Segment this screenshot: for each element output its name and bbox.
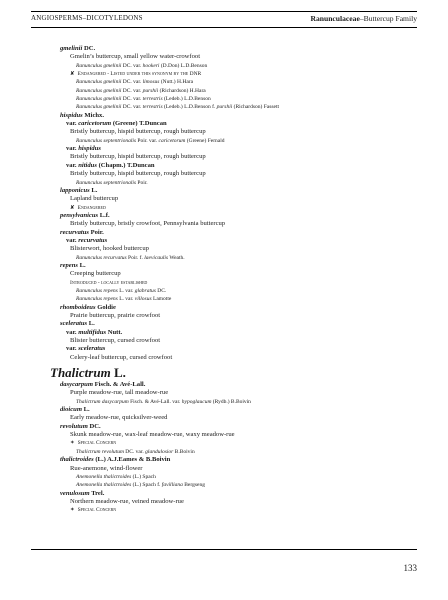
taxon-name: Ranunculus septentrionalis <box>76 137 137 144</box>
authority: L. <box>89 186 98 194</box>
taxon-name: Ranunculus gmelinii <box>76 79 122 86</box>
species-entry <box>60 187 410 195</box>
taxon-name: Thalictrum <box>50 365 111 381</box>
status-text: Introduced - locally established <box>70 279 148 286</box>
common-names: Bristly buttercup, hispid buttercup, rough buttercup <box>70 153 206 161</box>
authority: DC. var. <box>121 96 143 103</box>
species-entry <box>60 212 410 220</box>
common-names: Blisterwort, hooked buttercup <box>70 245 149 253</box>
synonym <box>60 254 410 262</box>
authority: DC. <box>155 287 167 294</box>
header-family-common: –Buttercup Family <box>359 14 417 23</box>
species-list <box>50 45 410 515</box>
common-names: Blister buttercup, cursed crowfoot <box>70 337 161 345</box>
authority: (Chapm.) T.Duncan <box>96 161 155 169</box>
taxon-name: multifidus <box>78 328 107 336</box>
taxon-name: venulosum <box>60 489 90 497</box>
authority: (Ledeb.) L.D.Benson f. <box>162 104 217 111</box>
authority: DC. var. <box>121 87 143 94</box>
taxon-name: Thalictrum dasycarpum <box>76 398 129 405</box>
synonym <box>60 481 410 489</box>
authority: Michx. <box>82 111 104 119</box>
status-icon: ✘ <box>70 204 75 211</box>
taxon-name: hypoglaucum <box>181 398 212 405</box>
taxon-name: dasycarpum <box>60 381 93 389</box>
species-entry <box>60 381 410 389</box>
species-entry <box>60 490 410 498</box>
taxon-name: favilliana <box>161 482 183 489</box>
species-entry <box>60 112 410 120</box>
header-section-title: ANGIOSPERMS–DICOTYLEDONS <box>31 14 143 22</box>
status-icon: ✘ <box>70 71 75 78</box>
authority: DC. <box>87 422 101 430</box>
status-icon: ✶ <box>70 507 75 514</box>
variety-entry <box>60 145 410 153</box>
synonym <box>60 62 410 70</box>
authority: (Richardson) H.Hara <box>158 87 206 94</box>
status-text: Endangered <box>77 204 106 211</box>
rank-label: var. <box>66 328 79 336</box>
taxon-name: dioicum <box>60 406 82 414</box>
species-entry <box>60 45 410 53</box>
taxon-name: Thalictrum revolutum <box>76 448 124 455</box>
synonym <box>60 179 410 187</box>
synonym <box>60 78 410 86</box>
status-text: Endangered - Listed under this synonym by the DNR <box>77 71 202 78</box>
common-names: Bristly buttercup, hispid buttercup, rough buttercup <box>70 128 206 136</box>
taxon-name: Ranunculus gmelinii <box>76 62 122 69</box>
authority: (D.Don) L.D.Benson <box>159 62 208 69</box>
common-names: Bristly buttercup, hispid buttercup, rough buttercup <box>70 170 206 178</box>
taxon-name: rhomboideus <box>60 303 96 311</box>
authority: (Rydb.) B.Boivin <box>211 398 251 405</box>
taxon-name: Ranunculus recurvatus <box>76 254 127 261</box>
authority: Fisch. & Avé-Lall. var. <box>128 398 182 405</box>
species-entry <box>60 456 410 464</box>
synonym <box>60 103 410 111</box>
authority: L. <box>81 406 90 414</box>
taxon-name: hispidus <box>60 111 83 119</box>
common-names: Rue-anemone, wind-flower <box>70 464 143 472</box>
common-names: Early meadow-rue, quicksilver-weed <box>70 414 168 422</box>
common-names: Bristly buttercup, bristly crowfoot, Pennsylvania buttercup <box>70 220 226 228</box>
taxon-name: hookeri <box>142 62 160 69</box>
species-entry <box>60 320 410 328</box>
authority: Fisch. & Avé-Lall. <box>92 381 146 389</box>
common-names: Creeping buttercup <box>70 270 121 278</box>
status-note <box>60 70 410 78</box>
authority: DC. var. <box>121 62 143 69</box>
taxon-name: sceleratus <box>78 345 106 353</box>
authority: Poir. var. <box>136 137 159 144</box>
synonym <box>60 95 410 103</box>
species-entry <box>60 229 410 237</box>
authority: (L.) A.J.Eames & B.Boivin <box>93 456 171 464</box>
taxon-name: Ranunculus repens <box>76 287 118 294</box>
taxon-name: terrestris <box>142 96 163 103</box>
authority: L. var. <box>117 287 135 294</box>
authority: L.f. <box>98 211 110 219</box>
taxon-name: recurvatus <box>78 236 108 244</box>
taxon-name: Anemonella thalictroides <box>76 473 132 480</box>
common-names: Northern meadow-rue, veined meadow-rue <box>70 497 184 505</box>
page-number: 133 <box>403 563 417 573</box>
authority: (Ledeb.) L.D.Benson <box>162 96 211 103</box>
taxon-name: thalictroides <box>60 456 94 464</box>
taxon-name: purshii <box>216 104 233 111</box>
taxon-name: pensylvanicus <box>60 211 99 219</box>
synonym <box>60 287 410 295</box>
authority: Poir. <box>88 228 104 236</box>
common-names: Gmelin’s buttercup, small yellow water-crowfoot <box>70 53 201 61</box>
authority: B.Boivin <box>173 448 195 455</box>
authority: L. <box>77 261 86 269</box>
common-names: Purple meadow-rue, tall meadow-rue <box>70 389 169 397</box>
taxon-name: caricetorum <box>78 120 112 128</box>
taxon-name: Ranunculus septentrionalis <box>76 179 137 186</box>
taxon-name: villosus <box>134 296 152 303</box>
status-note <box>60 506 410 514</box>
synonym <box>60 473 410 481</box>
authority: Weath. <box>168 254 185 261</box>
authority: (Richardson) Fassett <box>232 104 280 111</box>
authority: (Greene) Fernald <box>185 137 225 144</box>
taxon-name: hispidus <box>78 145 101 153</box>
header-family-name: Ranunculaceae <box>310 14 360 23</box>
authority: Lamotte <box>151 296 172 303</box>
status-note <box>60 204 410 212</box>
synonym <box>60 87 410 95</box>
species-entry <box>60 262 410 270</box>
status-note <box>60 279 410 287</box>
taxon-name: revolutum <box>60 422 88 430</box>
taxon-name: gmelinii <box>60 45 83 52</box>
rank-label: var. <box>66 161 79 169</box>
taxon-name: sceleratus <box>60 320 88 328</box>
species-entry <box>60 406 410 414</box>
header-family-title <box>310 14 417 23</box>
common-names: Prairie buttercup, prairie crowfoot <box>70 312 161 319</box>
authority: Poir. <box>136 179 148 186</box>
authority: DC. var. <box>121 104 143 111</box>
authority: L. var. <box>117 296 135 303</box>
taxon-name: terrestris <box>142 104 163 111</box>
synonym <box>60 448 410 456</box>
taxon-name: lapponicus <box>60 186 90 194</box>
common-names: Lapland buttercup <box>70 195 119 203</box>
authority: (Nutt.) H.Hara <box>159 79 194 86</box>
synonym <box>60 295 410 303</box>
authority: Trel. <box>89 489 105 497</box>
taxon-name: glabratus <box>134 287 156 294</box>
footer-rule <box>31 549 417 550</box>
authority: Poir. f. <box>126 254 145 261</box>
rank-label: var. <box>66 120 79 128</box>
taxon-name: repens <box>60 261 78 269</box>
synonym <box>60 398 410 406</box>
variety-entry <box>60 120 410 128</box>
taxon-name: Ranunculus gmelinii <box>76 104 122 111</box>
authority: Nutt. <box>106 328 123 336</box>
rank-label: var. <box>66 345 79 353</box>
authority: (Greene) T.Duncan <box>111 120 167 128</box>
common-names: Celery-leaf buttercup, cursed crowfoot <box>70 353 173 361</box>
taxon-name: Ranunculus gmelinii <box>76 87 122 94</box>
rank-label: var. <box>66 236 79 244</box>
status-note <box>60 439 410 447</box>
status-icon: ✶ <box>70 440 75 447</box>
taxon-name: laevicaulis <box>144 254 169 261</box>
taxon-name: caricetorum <box>158 137 186 144</box>
variety-entry <box>60 237 410 245</box>
authority: Goldie <box>95 303 116 311</box>
taxon-name: nitidus <box>78 161 97 169</box>
authority: DC. <box>82 45 96 52</box>
status-text: Special Concern <box>77 507 117 514</box>
genus-heading <box>50 366 410 380</box>
taxon-name: Ranunculus gmelinii <box>76 96 122 103</box>
authority: L. <box>87 320 95 328</box>
authority: (L.) Spach f. <box>131 482 162 489</box>
species-entry <box>60 304 410 312</box>
status-text: Special Concern <box>77 440 117 447</box>
authority: DC. var. <box>121 79 143 86</box>
taxon-name: purshii <box>142 87 159 94</box>
authority: Bergseng <box>182 482 205 489</box>
variety-entry <box>60 162 410 170</box>
species-entry <box>60 423 410 431</box>
running-header <box>31 11 417 28</box>
authority: DC. var. <box>123 448 146 455</box>
taxon-name: glandulosior <box>145 448 174 455</box>
taxon-name: Ranunculus repens <box>76 296 118 303</box>
common-names: Skunk meadow-rue, wax-leaf meadow-rue, waxy meadow-rue <box>70 431 235 439</box>
rank-label: var. <box>66 145 79 153</box>
authority: L. <box>110 365 126 381</box>
taxon-name: recurvatus <box>60 228 89 236</box>
synonym <box>60 137 410 145</box>
variety-entry <box>60 329 410 337</box>
taxon-name: Anemonella thalictroides <box>76 482 132 489</box>
authority: (L.) Spach <box>131 473 156 480</box>
variety-entry <box>60 345 410 353</box>
taxon-name: limosus <box>142 79 160 86</box>
